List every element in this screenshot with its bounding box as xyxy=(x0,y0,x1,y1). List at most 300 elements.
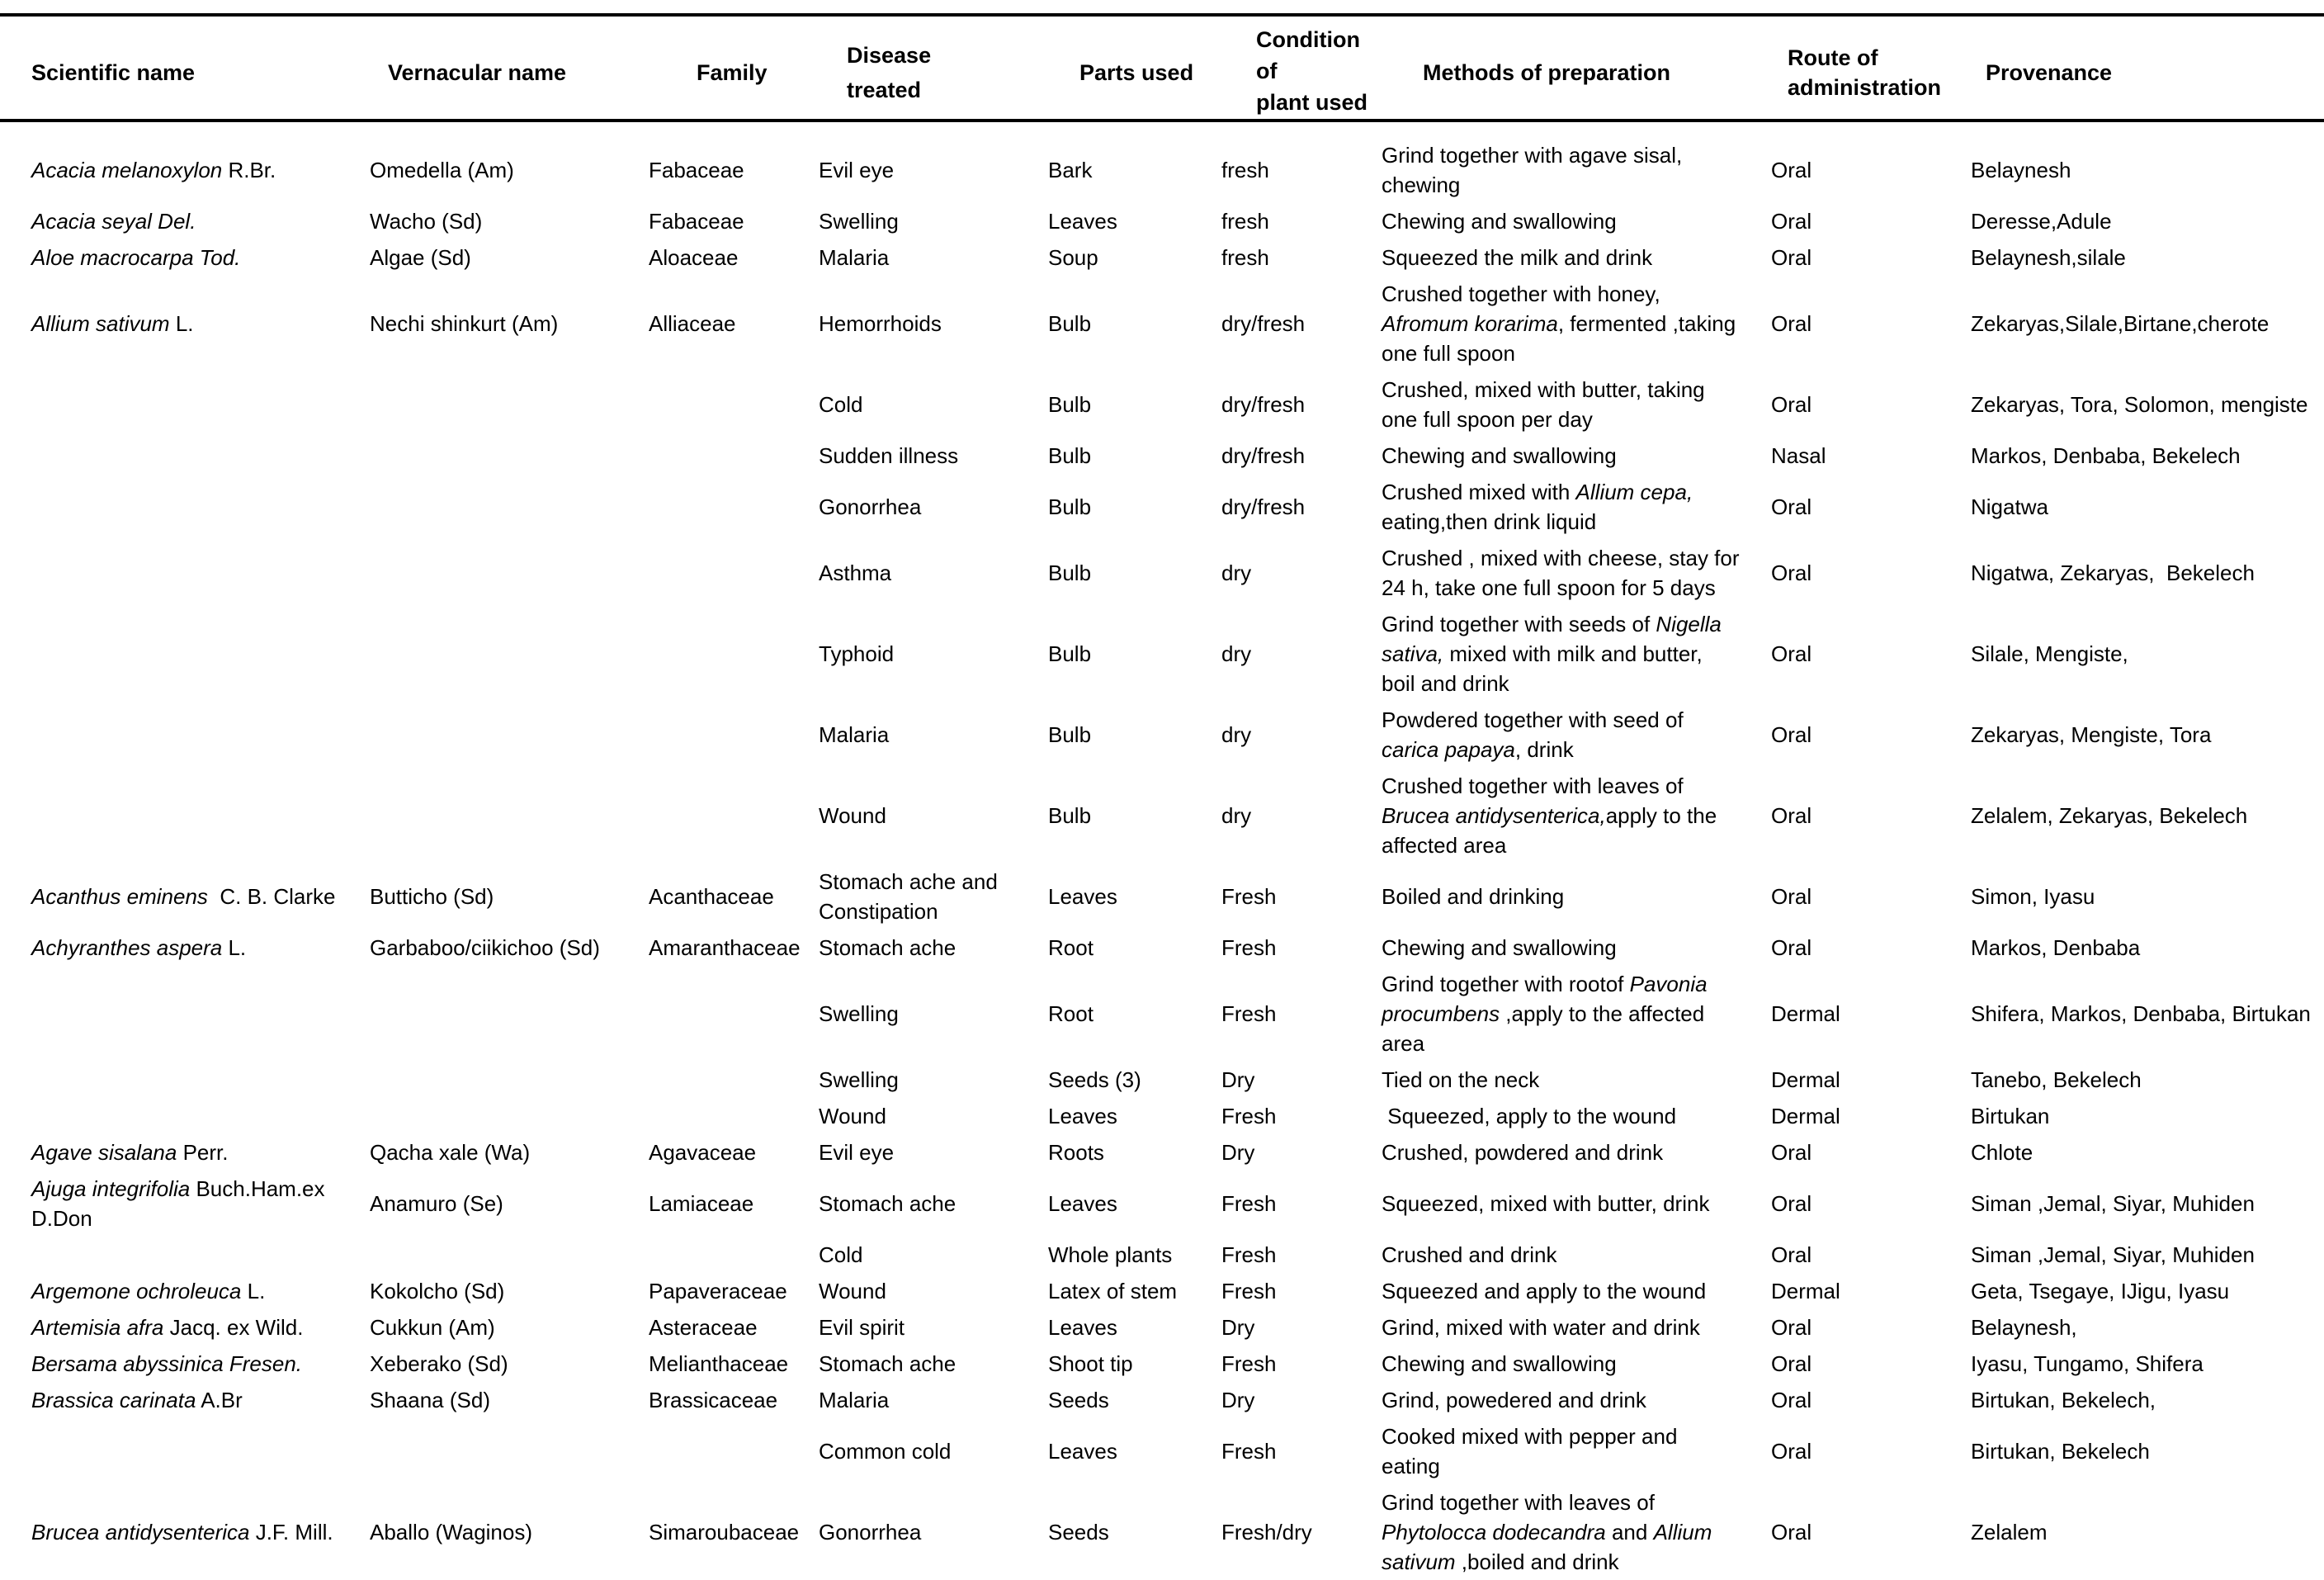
cell-provenance: Zelalem xyxy=(1971,1520,2048,1545)
cell-scientific-name xyxy=(0,1418,338,1484)
method-text: eating,then drink liquid xyxy=(1382,480,1699,534)
cell-parts-used: Leaves xyxy=(1048,1315,1117,1340)
cell-condition: fresh xyxy=(1221,158,1269,182)
cell-parts-used: Bulb xyxy=(1048,561,1092,585)
cell-family: Brassicaceae xyxy=(649,1388,778,1412)
cell-condition: Fresh xyxy=(1221,1001,1277,1026)
cell-condition: dry/fresh xyxy=(1221,311,1306,336)
cell-route: Oral xyxy=(1771,935,1812,960)
cell-disease: Gonorrhea xyxy=(819,1520,922,1545)
scientific-name-italic: Achyranthes aspera xyxy=(31,935,223,960)
cell-parts-used: Root xyxy=(1048,1001,1094,1026)
header-scientific-name: Scientific name xyxy=(31,60,196,85)
cell-family xyxy=(616,1098,805,1134)
cell-condition: Dry xyxy=(1221,1067,1255,1092)
method-text: ,boiled and drink xyxy=(1455,1549,1619,1574)
cell-scientific-name xyxy=(0,203,338,239)
cell-condition: Fresh xyxy=(1221,935,1277,960)
cell-disease: Malaria xyxy=(819,722,890,747)
cell-family xyxy=(616,966,805,1062)
cell-route: Dermal xyxy=(1771,1001,1840,1026)
method-text: Grind together with seeds of xyxy=(1382,612,1656,636)
scientific-name-authority: Jacq. ex Wild. xyxy=(163,1315,304,1340)
cell-disease: Stomach ache and Constipation xyxy=(819,869,998,924)
cell-method xyxy=(1375,276,1763,371)
cell-vernacular-name xyxy=(338,966,616,1062)
cell-route: Oral xyxy=(1771,1140,1812,1165)
table-row xyxy=(0,863,2324,930)
cell-family xyxy=(616,474,805,540)
method-species-italic: Allium cepa, xyxy=(1575,480,1693,504)
scientific-name-authority: L. xyxy=(241,1279,266,1303)
table-row xyxy=(0,1418,2324,1484)
cell-method: Crushed, powdered and drink xyxy=(1382,1140,1664,1165)
method-species-italic: Allium sativum xyxy=(1382,1520,1718,1574)
cell-vernacular-name: Algae (Sd) xyxy=(370,245,471,270)
cell-route: Oral xyxy=(1771,561,1812,585)
cell-method: Chewing and swallowing xyxy=(1382,443,1617,468)
cell-parts-used: Bulb xyxy=(1048,803,1092,828)
cell-scientific-name xyxy=(0,1098,338,1134)
cell-provenance: Shifera, Markos, Denbaba, Birtukan xyxy=(1971,1001,2311,1026)
scientific-name-authority: A.Br xyxy=(196,1388,243,1412)
cell-route: Oral xyxy=(1771,1439,1812,1464)
medicinal-plants-table xyxy=(0,13,2324,1580)
cell-parts-used: Bulb xyxy=(1048,443,1092,468)
method-species-italic: carica papaya xyxy=(1382,737,1515,762)
scientific-name-italic: Artemisia afra xyxy=(31,1315,164,1340)
cell-parts-used: Bulb xyxy=(1048,494,1092,519)
cell-parts-used: Bulb xyxy=(1048,311,1092,336)
table-row xyxy=(0,1484,2324,1580)
method-species-italic: Afromum korarima xyxy=(1382,311,1558,336)
cell-vernacular-name xyxy=(338,1237,616,1273)
cell-disease: Stomach ache xyxy=(819,1191,957,1216)
table-row xyxy=(0,1309,2324,1346)
cell-route: Oral xyxy=(1771,1315,1812,1340)
cell-method: Crushed and drink xyxy=(1382,1242,1557,1267)
cell-disease: Evil eye xyxy=(819,1140,895,1165)
cell-method: Grind together with agave sisal, chewing xyxy=(1382,143,1689,197)
cell-scientific-name xyxy=(0,1062,338,1098)
cell-scientific-name xyxy=(0,276,338,371)
table-row xyxy=(0,1062,2324,1098)
cell-scientific-name xyxy=(0,1273,338,1309)
scientific-name-italic: Acanthus eminens xyxy=(31,884,208,909)
method-text: Crushed together with honey, xyxy=(1382,281,1666,306)
method-text: and xyxy=(1605,1520,1654,1545)
cell-family xyxy=(616,540,805,606)
table-row xyxy=(0,1273,2324,1309)
cell-parts-used: Seeds xyxy=(1048,1388,1109,1412)
scientific-name-authority: J.F. Mill. xyxy=(249,1520,333,1545)
cell-disease: Gonorrhea xyxy=(819,494,922,519)
cell-parts-used: Roots xyxy=(1048,1140,1104,1165)
table-row xyxy=(0,474,2324,540)
cell-scientific-name xyxy=(0,1237,338,1273)
cell-condition: Fresh xyxy=(1221,1242,1277,1267)
cell-disease: Evil spirit xyxy=(819,1315,905,1340)
cell-scientific-name xyxy=(0,1484,338,1580)
cell-parts-used: Leaves xyxy=(1048,1439,1117,1464)
cell-route: Oral xyxy=(1771,245,1812,270)
cell-condition: dry xyxy=(1221,641,1252,666)
cell-provenance: Birtukan, Bekelech, xyxy=(1971,1388,2156,1412)
cell-condition: dry/fresh xyxy=(1221,443,1306,468)
cell-provenance: Belaynesh,silale xyxy=(1971,245,2126,270)
table-row xyxy=(0,203,2324,239)
cell-provenance: Belaynesh, xyxy=(1971,1315,2077,1340)
scientific-name-italic: Brassica carinata xyxy=(31,1388,196,1412)
cell-scientific-name xyxy=(0,606,338,702)
scientific-name-italic: Acacia seyal Del. xyxy=(31,209,196,234)
header-parts-used: Parts used xyxy=(1079,60,1194,85)
cell-provenance: Belaynesh xyxy=(1971,158,2071,182)
cell-route: Oral xyxy=(1771,209,1812,234)
cell-vernacular-name: Xeberako (Sd) xyxy=(370,1351,508,1376)
method-text: , fermented ,taking one full spoon xyxy=(1382,311,1742,366)
cell-family: Alliaceae xyxy=(649,311,736,336)
cell-vernacular-name: Butticho (Sd) xyxy=(370,884,494,909)
cell-route: Oral xyxy=(1771,1242,1812,1267)
scientific-name-italic: Argemone ochroleuca xyxy=(31,1279,242,1303)
header-provenance: Provenance xyxy=(1986,60,2113,85)
method-text: Grind together with rootof xyxy=(1382,972,1630,996)
method-text: ,apply to the affected area xyxy=(1382,1001,1711,1056)
cell-provenance: Iyasu, Tungamo, Shifera xyxy=(1971,1351,2204,1376)
cell-parts-used: Seeds xyxy=(1048,1520,1109,1545)
cell-parts-used: Bulb xyxy=(1048,722,1092,747)
cell-condition: dry xyxy=(1221,561,1252,585)
cell-condition: Dry xyxy=(1221,1140,1255,1165)
cell-provenance: Birtukan xyxy=(1971,1104,2050,1128)
scientific-name-authority: Perr. xyxy=(177,1140,229,1165)
cell-scientific-name xyxy=(0,1171,338,1237)
cell-parts-used: Leaves xyxy=(1048,1104,1117,1128)
cell-vernacular-name xyxy=(338,1098,616,1134)
cell-disease: Swelling xyxy=(819,209,899,234)
cell-parts-used: Leaves xyxy=(1048,884,1117,909)
cell-family: Lamiaceae xyxy=(649,1191,754,1216)
cell-vernacular-name: Omedella (Am) xyxy=(370,158,514,182)
cell-parts-used: Leaves xyxy=(1048,209,1117,234)
scientific-name-italic: Ajuga integrifolia xyxy=(31,1176,191,1201)
header-methods: Methods of preparation xyxy=(1423,60,1671,85)
cell-condition: dry/fresh xyxy=(1221,494,1306,519)
cell-disease: Cold xyxy=(819,392,863,417)
cell-family: Fabaceae xyxy=(649,209,744,234)
table-row xyxy=(0,1134,2324,1171)
cell-route: Oral xyxy=(1771,1351,1812,1376)
cell-route: Nasal xyxy=(1771,443,1826,468)
cell-condition: fresh xyxy=(1221,245,1269,270)
cell-provenance: Markos, Denbaba, Bekelech xyxy=(1971,443,2241,468)
method-text: mixed with milk and butter, boil and drink xyxy=(1382,641,1708,696)
cell-vernacular-name xyxy=(338,1418,616,1484)
cell-family xyxy=(616,1418,805,1484)
table-row xyxy=(0,930,2324,966)
cell-provenance: Zekaryas, Mengiste, Tora xyxy=(1971,722,2212,747)
cell-condition: dry xyxy=(1221,722,1252,747)
cell-family xyxy=(616,702,805,768)
cell-vernacular-name: Anamuro (Se) xyxy=(370,1191,503,1216)
cell-disease: Common cold xyxy=(819,1439,952,1464)
cell-method xyxy=(1375,474,1763,540)
cell-vernacular-name xyxy=(338,768,616,863)
cell-provenance: Tanebo, Bekelech xyxy=(1971,1067,2142,1092)
cell-family xyxy=(616,768,805,863)
cell-vernacular-name: Qacha xale (Wa) xyxy=(370,1140,531,1165)
cell-method: Squeezed and apply to the wound xyxy=(1382,1279,1707,1303)
cell-family: Acanthaceae xyxy=(649,884,774,909)
cell-vernacular-name: Kokolcho (Sd) xyxy=(370,1279,505,1303)
cell-method: Boiled and drinking xyxy=(1382,884,1565,909)
table-row xyxy=(0,540,2324,606)
cell-condition: fresh xyxy=(1221,209,1269,234)
cell-family xyxy=(616,1062,805,1098)
table-row xyxy=(0,1098,2324,1134)
table-row xyxy=(0,1346,2324,1382)
cell-disease: Malaria xyxy=(819,1388,890,1412)
cell-vernacular-name: Shaana (Sd) xyxy=(370,1388,490,1412)
cell-condition: Dry xyxy=(1221,1315,1255,1340)
cell-provenance: Silale, Mengiste, xyxy=(1971,641,2128,666)
table-row xyxy=(0,966,2324,1062)
cell-family xyxy=(616,438,805,474)
cell-provenance: Markos, Denbaba xyxy=(1971,935,2141,960)
table-row xyxy=(0,371,2324,438)
table-row xyxy=(0,702,2324,768)
cell-method xyxy=(1375,966,1763,1062)
cell-scientific-name xyxy=(0,1134,338,1171)
header-condition: Condition of plant used xyxy=(1256,27,1368,115)
cell-method: Chewing and swallowing xyxy=(1382,935,1617,960)
cell-vernacular-name: Wacho (Sd) xyxy=(370,209,483,234)
cell-vernacular-name: Aballo (Waginos) xyxy=(370,1520,533,1545)
cell-route: Oral xyxy=(1771,392,1812,417)
cell-provenance: Zekaryas,Silale,Birtane,cherote xyxy=(1971,311,2270,336)
cell-parts-used: Leaves xyxy=(1048,1191,1117,1216)
cell-method: Chewing and swallowing xyxy=(1382,1351,1617,1376)
cell-provenance: Zelalem, Zekaryas, Bekelech xyxy=(1971,803,2248,828)
cell-family: Agavaceae xyxy=(649,1140,757,1165)
cell-family: Simaroubaceae xyxy=(649,1520,800,1545)
cell-scientific-name xyxy=(0,930,338,966)
cell-route: Oral xyxy=(1771,494,1812,519)
cell-condition: dry/fresh xyxy=(1221,392,1306,417)
cell-scientific-name xyxy=(0,966,338,1062)
cell-condition: Dry xyxy=(1221,1388,1255,1412)
scientific-name-authority: Buch.Ham.ex D.Don xyxy=(31,1176,331,1231)
cell-provenance: Birtukan, Bekelech xyxy=(1971,1439,2150,1464)
scientific-name-italic: Allium sativum xyxy=(31,311,170,336)
cell-vernacular-name xyxy=(338,371,616,438)
cell-method xyxy=(1375,768,1763,863)
cell-scientific-name xyxy=(0,1382,338,1418)
table-row xyxy=(0,276,2324,371)
cell-family: Melianthaceae xyxy=(649,1351,789,1376)
cell-scientific-name xyxy=(0,768,338,863)
cell-parts-used: Root xyxy=(1048,935,1094,960)
cell-condition: Fresh xyxy=(1221,884,1277,909)
cell-route: Oral xyxy=(1771,1191,1812,1216)
cell-provenance: Siman ,Jemal, Siyar, Muhiden xyxy=(1971,1242,2255,1267)
cell-parts-used: Bark xyxy=(1048,158,1093,182)
header-route: Route of administration xyxy=(1788,45,1942,100)
cell-provenance: Chlote xyxy=(1971,1140,2034,1165)
cell-vernacular-name xyxy=(338,474,616,540)
cell-family: Asteraceae xyxy=(649,1315,758,1340)
cell-scientific-name xyxy=(0,239,338,276)
scientific-name-italic: Agave sisalana xyxy=(31,1140,177,1165)
cell-parts-used: Shoot tip xyxy=(1048,1351,1133,1376)
cell-method: Grind, powedered and drink xyxy=(1382,1388,1646,1412)
cell-method: Cooked mixed with pepper and eating xyxy=(1382,1424,1684,1478)
scientific-name-authority: L. xyxy=(222,935,247,960)
cell-disease: Wound xyxy=(819,1104,886,1128)
scientific-name-italic: Bersama abyssinica Fresen. xyxy=(31,1351,303,1376)
header-family: Family xyxy=(697,60,768,85)
cell-scientific-name xyxy=(0,121,338,203)
cell-disease: Evil eye xyxy=(819,158,895,182)
cell-route: Oral xyxy=(1771,1520,1812,1545)
scientific-name-authority: L. xyxy=(169,311,194,336)
cell-method: Crushed, mixed with butter, taking one full spoon per day xyxy=(1382,377,1711,432)
cell-scientific-name xyxy=(0,863,338,930)
cell-vernacular-name: Nechi shinkurt (Am) xyxy=(370,311,559,336)
table-row xyxy=(0,606,2324,702)
cell-route: Dermal xyxy=(1771,1279,1840,1303)
cell-disease: Wound xyxy=(819,1279,886,1303)
cell-condition: Fresh xyxy=(1221,1104,1277,1128)
cell-method: Grind, mixed with water and drink xyxy=(1382,1315,1700,1340)
cell-scientific-name xyxy=(0,474,338,540)
method-species-italic: Phytolocca dodecandra xyxy=(1382,1520,1606,1545)
cell-scientific-name xyxy=(0,540,338,606)
cell-route: Dermal xyxy=(1771,1067,1840,1092)
cell-scientific-name xyxy=(0,1346,338,1382)
scientific-name-italic: Acacia melanoxylon xyxy=(31,158,223,182)
cell-provenance: Zekaryas, Tora, Solomon, mengiste xyxy=(1971,392,2308,417)
cell-route: Oral xyxy=(1771,641,1812,666)
cell-family xyxy=(616,371,805,438)
cell-family: Fabaceae xyxy=(649,158,744,182)
cell-route: Oral xyxy=(1771,803,1812,828)
cell-family: Amaranthaceae xyxy=(649,935,801,960)
cell-route: Oral xyxy=(1771,311,1812,336)
header-disease-treated: Disease treated xyxy=(847,43,932,102)
cell-route: Oral xyxy=(1771,722,1812,747)
table-row xyxy=(0,768,2324,863)
cell-vernacular-name xyxy=(338,438,616,474)
cell-method: Crushed , mixed with cheese, stay for 24 h, take one full spoon for 5 days xyxy=(1382,546,1745,600)
cell-provenance: Nigatwa xyxy=(1971,494,2048,519)
table-body xyxy=(0,121,2324,1580)
cell-vernacular-name xyxy=(338,702,616,768)
cell-route: Oral xyxy=(1771,158,1812,182)
cell-disease: Sudden illness xyxy=(819,443,959,468)
cell-condition: Fresh/dry xyxy=(1221,1520,1312,1545)
table-row xyxy=(0,1382,2324,1418)
scientific-name-italic: Aloe macrocarpa Tod. xyxy=(31,245,241,270)
cell-disease: Asthma xyxy=(819,561,892,585)
cell-provenance: Nigatwa, Zekaryas, Bekelech xyxy=(1971,561,2255,585)
table-row xyxy=(0,438,2324,474)
cell-scientific-name xyxy=(0,702,338,768)
cell-parts-used: Soup xyxy=(1048,245,1098,270)
cell-route: Dermal xyxy=(1771,1104,1840,1128)
cell-family xyxy=(616,606,805,702)
cell-family: Aloaceae xyxy=(649,245,739,270)
cell-disease: Hemorrhoids xyxy=(819,311,942,336)
scientific-name-authority: R.Br. xyxy=(222,158,276,182)
header-vernacular-name: Vernacular name xyxy=(387,60,567,85)
cell-route: Oral xyxy=(1771,1388,1812,1412)
cell-provenance: Simon, Iyasu xyxy=(1971,884,2095,909)
cell-vernacular-name: Cukkun (Am) xyxy=(370,1315,495,1340)
cell-disease: Swelling xyxy=(819,1001,899,1026)
cell-vernacular-name: Garbaboo/ciikichoo (Sd) xyxy=(370,935,600,960)
cell-parts-used: Bulb xyxy=(1048,392,1092,417)
method-text: , drink xyxy=(1514,737,1574,762)
cell-disease: Stomach ache xyxy=(819,1351,957,1376)
cell-condition: dry xyxy=(1221,803,1252,828)
cell-route: Oral xyxy=(1771,884,1812,909)
table-header xyxy=(0,15,2324,121)
method-text: Crushed mixed with xyxy=(1382,480,1576,504)
cell-scientific-name xyxy=(0,371,338,438)
method-text: Grind together with leaves of xyxy=(1382,1490,1661,1515)
cell-parts-used: Seeds (3) xyxy=(1048,1067,1141,1092)
cell-condition: Fresh xyxy=(1221,1439,1277,1464)
cell-condition: Fresh xyxy=(1221,1351,1277,1376)
cell-condition: Fresh xyxy=(1221,1279,1277,1303)
cell-scientific-name xyxy=(0,1309,338,1346)
cell-parts-used: Bulb xyxy=(1048,641,1092,666)
cell-disease: Stomach ache xyxy=(819,935,957,960)
method-species-italic: Pavonia procumbens xyxy=(1382,972,1713,1026)
method-text: Crushed together with leaves of xyxy=(1382,773,1689,798)
cell-disease: Malaria xyxy=(819,245,890,270)
cell-disease: Cold xyxy=(819,1242,863,1267)
scientific-name-italic: Brucea antidysenterica xyxy=(31,1520,250,1545)
cell-method: Squeezed the milk and drink xyxy=(1382,245,1653,270)
cell-family: Papaveraceae xyxy=(649,1279,787,1303)
scientific-name-authority: C. B. Clarke xyxy=(207,884,336,909)
cell-method: Squeezed, mixed with butter, drink xyxy=(1382,1191,1710,1216)
table-row xyxy=(0,1171,2324,1237)
method-species-italic: Brucea antidysenterica, xyxy=(1382,803,1606,828)
cell-provenance: Deresse,Adule xyxy=(1971,209,2112,234)
cell-condition: Fresh xyxy=(1221,1191,1277,1216)
table-row xyxy=(0,121,2324,203)
method-text: Powdered together with seed of xyxy=(1382,707,1689,732)
cell-family xyxy=(616,1237,805,1273)
cell-method xyxy=(1375,702,1763,768)
cell-method: Tied on the neck xyxy=(1382,1067,1540,1092)
cell-disease: Swelling xyxy=(819,1067,899,1092)
cell-provenance: Siman ,Jemal, Siyar, Muhiden xyxy=(1971,1191,2255,1216)
cell-scientific-name xyxy=(0,438,338,474)
cell-method xyxy=(1375,606,1763,702)
table-row xyxy=(0,1237,2324,1273)
cell-method: Squeezed, apply to the wound xyxy=(1382,1104,1677,1128)
cell-vernacular-name xyxy=(338,1062,616,1098)
table-row xyxy=(0,239,2324,276)
cell-method: Chewing and swallowing xyxy=(1382,209,1617,234)
cell-method xyxy=(1375,1484,1763,1580)
cell-vernacular-name xyxy=(338,540,616,606)
